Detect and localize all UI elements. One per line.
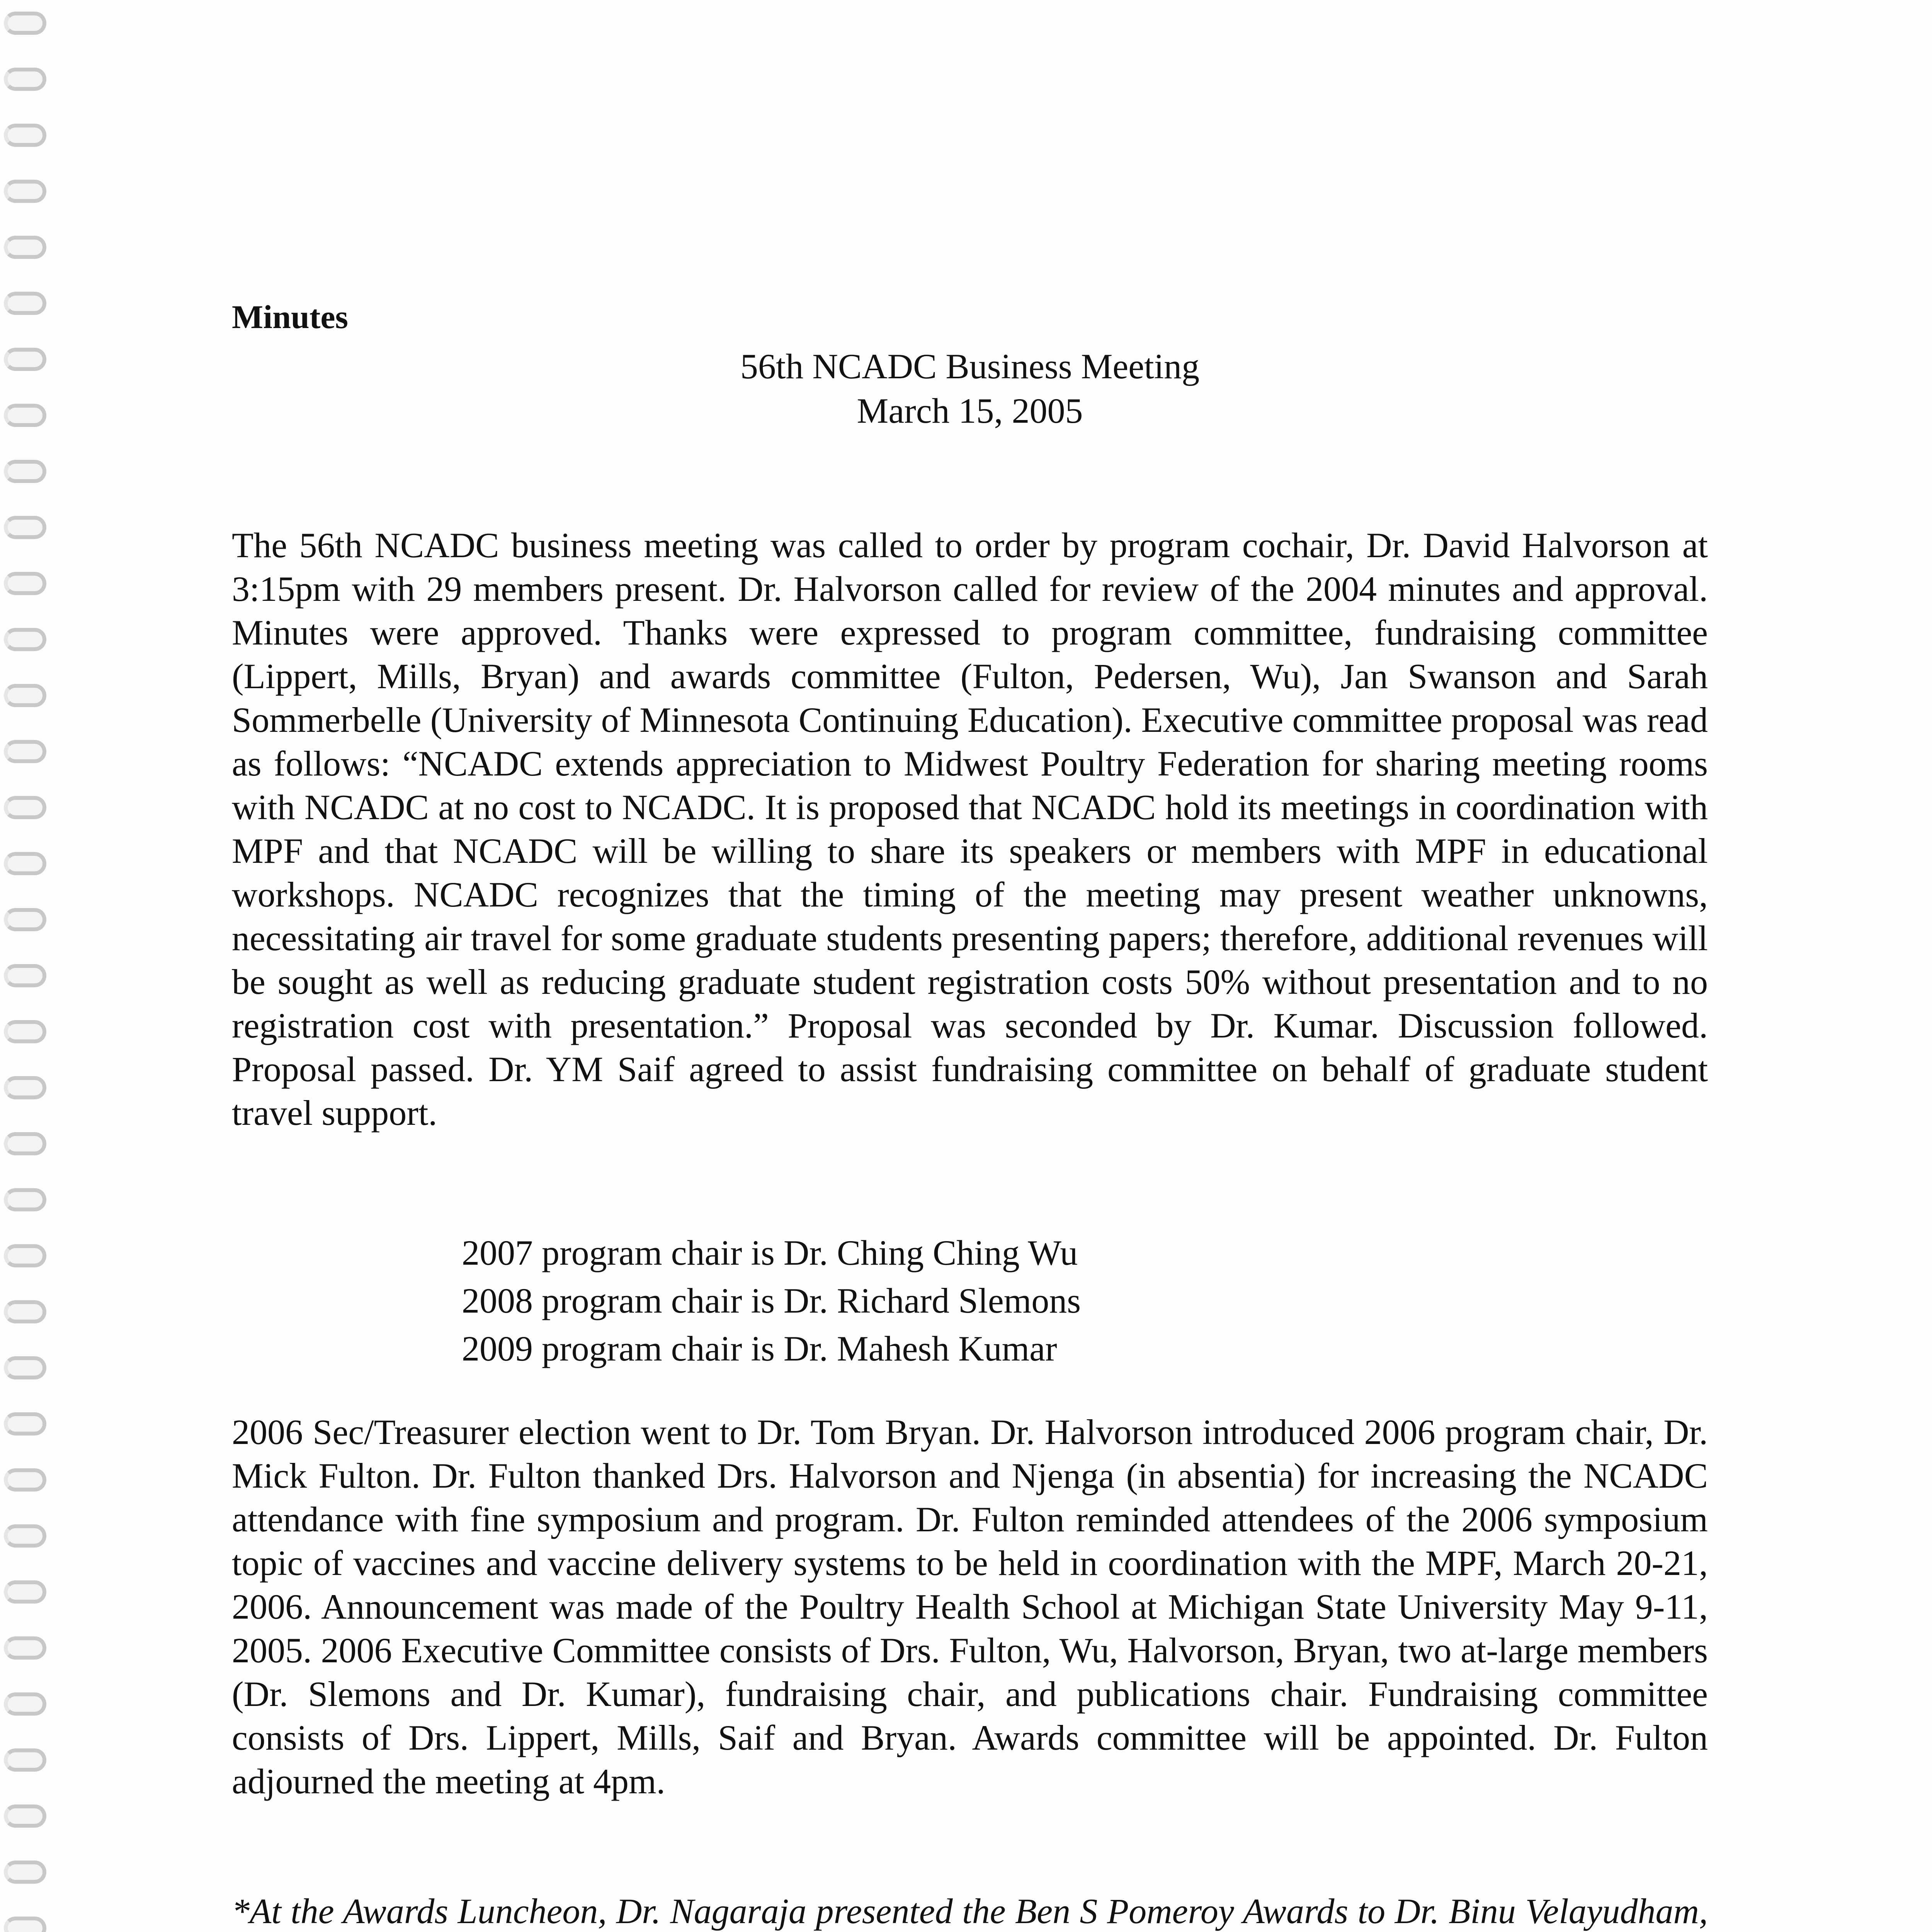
program-chair-item: 2007 program chair is Dr. Ching Ching Wu — [462, 1233, 1078, 1272]
meeting-date: March 15, 2005 — [857, 391, 1083, 430]
binding-ring — [4, 1244, 46, 1267]
binding-ring — [4, 1636, 46, 1660]
document-title: Minutes — [232, 298, 348, 335]
binding-ring — [4, 124, 46, 147]
binding-ring — [4, 1524, 46, 1548]
binding-ring — [4, 1356, 46, 1379]
binding-ring — [4, 1300, 46, 1323]
binding-ring — [4, 12, 46, 35]
binding-ring — [4, 572, 46, 595]
binding-ring — [4, 1076, 46, 1099]
binding-ring — [4, 1020, 46, 1043]
paragraph-awards: *At the Awards Luncheon, Dr. Nagaraja presented the Ben S Pomeroy Awards to Dr. Binu Velayudham, — [232, 1891, 1708, 1931]
binding-ring — [4, 348, 46, 371]
binding-ring — [4, 964, 46, 987]
binding-ring — [4, 740, 46, 763]
binding-ring — [4, 404, 46, 427]
binding-ring — [4, 628, 46, 651]
binding-ring — [4, 1804, 46, 1828]
binding-ring — [4, 68, 46, 91]
binding-ring — [4, 292, 46, 315]
program-chairs-list — [462, 1229, 1081, 1372]
binding-ring — [4, 1188, 46, 1211]
binding-ring — [4, 1468, 46, 1492]
program-chair-item: 2008 program chair is Dr. Richard Slemons — [462, 1281, 1081, 1320]
spiral-binding — [0, 0, 58, 1932]
binding-ring — [4, 796, 46, 819]
paragraph-opening: The 56th NCADC business meeting was called to order by program cochair, Dr. David Halvorson at 3:15pm with 29 members present. Dr. Halvorson called for review of the 2004 minutes and approval. Minutes were approved. Thanks were expressed to program committee, fundraising committee (Lippert, Mills, Bryan) and awards committee (Fulton, Pedersen, Wu), Jan Swanson and Sarah Sommerbelle (University of Minnesota Continuing Education). Executive committee proposal was read as follows: “NCADC extends appreciation to Midwest Poultry Federation for sharing meeting rooms with NCADC at no cost to NCADC. It is proposed that NCADC hold its meetings in coordination with MPF and that NCADC will be willing to share its speakers or members with MPF in educational workshops. NCADC recognizes that the timing of the meeting may present weather unknowns, necessitating air travel for some graduate students presenting papers; therefore, additional revenues will be sought as well as reducing graduate student registration costs 50% without presentation and to no registration cost with presentation.” Proposal was seconded by Dr. Kumar. Discussion followed. Proposal passed. Dr. YM Saif agreed to assist fundraising committee on behalf of graduate student travel support. — [232, 526, 1708, 1133]
binding-ring — [4, 1917, 46, 1932]
binding-ring — [4, 1132, 46, 1155]
binding-ring — [4, 1580, 46, 1604]
binding-ring — [4, 1861, 46, 1884]
program-chair-item: 2009 program chair is Dr. Mahesh Kumar — [462, 1329, 1057, 1368]
binding-ring — [4, 852, 46, 875]
paragraph-election: 2006 Sec/Treasurer election went to Dr. Tom Bryan. Dr. Halvorson introduced 2006 program chair, Dr. Mick Fulton. Dr. Fulton thanked Drs. Halvorson and Njenga (in absentia) for increasing the NCADC attendance with fine symposium and program. Dr. Fulton reminded attendees of the 2006 symposium topic of vaccines and vaccine delivery systems to be held in coordination with the MPF, March 20-21, 2006. Announcement was made of the Poultry Health School at Michigan State University May 9-11, 2005. 2006 Executive Committee consists of Drs. Fulton, Wu, Halvorson, Bryan, two at-large members (Dr. Slemons and Dr. Kumar), fundraising chair, and publications chair. Fundraising committee consists of Drs. Lippert, Mills, Saif and Bryan. Awards committee will be appointed. Dr. Fulton adjourned the meeting at 4pm. — [232, 1412, 1708, 1801]
binding-ring — [4, 908, 46, 931]
binding-ring — [4, 1692, 46, 1716]
binding-ring — [4, 1412, 46, 1435]
binding-ring — [4, 684, 46, 707]
binding-ring — [4, 180, 46, 203]
binding-ring — [4, 236, 46, 259]
meeting-title: 56th NCADC Business Meeting — [740, 347, 1200, 386]
binding-ring — [4, 516, 46, 539]
binding-ring — [4, 1748, 46, 1772]
binding-ring — [4, 460, 46, 483]
